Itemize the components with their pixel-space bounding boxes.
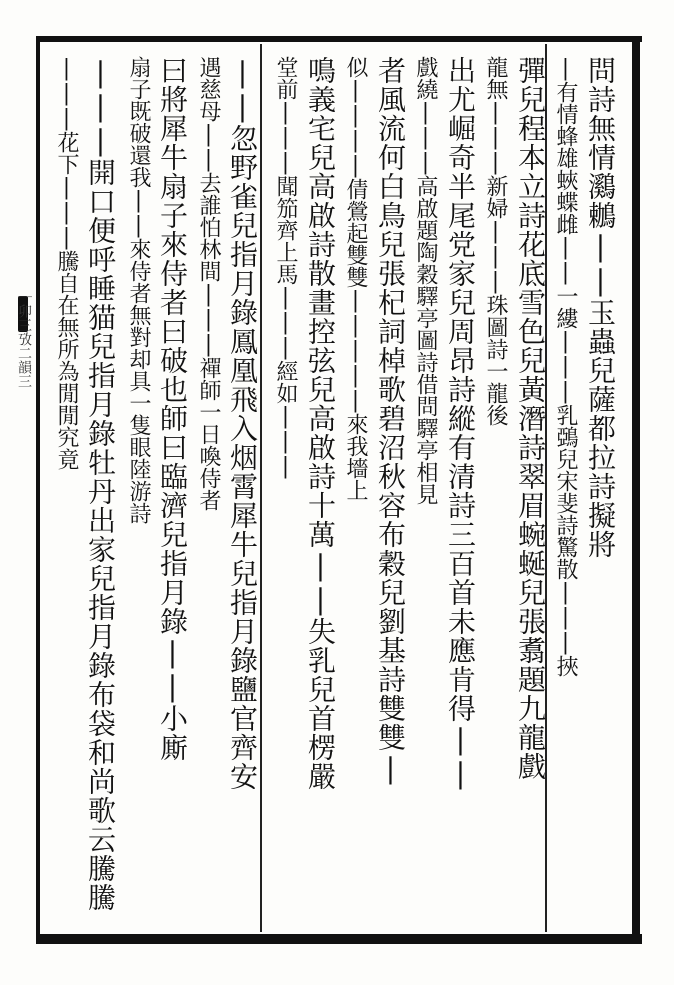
text-column-11: ||忽野雀兒指月錄鳳凰飛入烟霄犀牛兒指月錄鹽官齊安 [226, 56, 259, 791]
text-column-3: 彈兒程本立詩花底雪色兒黃潛詩翠眉蜿蜒兒張翥題九龍戲 [514, 56, 547, 781]
text-column-2: |有情蜂雄蛺蝶雌||一縷|||乳鵶兒宋斐詩驚散|||挾 [553, 56, 578, 677]
text-column-5: 出尤崛奇半尾党家兒周昂詩縱有清詩三百首未應肯得|| [444, 56, 477, 791]
text-column-7: 者風流何白鳥兒張杞詞棹歌碧沼秋容布穀兒劉基詩雙雙| [374, 56, 407, 786]
text-column-14: 扇子既破還我||來侍者無對却具一隻眼陸游詩 [126, 56, 151, 524]
bottom-border [36, 934, 642, 944]
text-column-1: 問詩無情鸂鶒||玉蟲兒薩都拉詩擬將 [584, 56, 617, 559]
gutter-label: ｜卯三攷二韻三 [16, 290, 32, 388]
text-column-4: 龍無|||新婦|||珠圖詩一龍後 [483, 56, 508, 426]
text-column-8: 似||||倩鶯起雙雙|||||來我墻上 [343, 56, 368, 501]
top-border [36, 36, 642, 42]
left-border [36, 36, 40, 944]
text-column-15: |||開口便呼睡猫兒指月錄牡丹出家兒指月錄布袋和尚歌云騰騰 [84, 56, 117, 912]
text-column-13: 曰將犀牛扇子來侍者曰破也師曰臨濟兒指月錄||小廝 [156, 56, 189, 762]
text-column-10: 堂前|||聞笳齊上馬|||經如||| [273, 56, 298, 479]
text-column-6: 戲繞|||高啟題陶穀驛亭圖詩借問驛亭相見 [413, 56, 438, 505]
right-border [632, 36, 640, 944]
text-column-16: |||花下|||騰自在無所為閒閒究竟 [54, 56, 79, 470]
text-column-9: 鳴義宅兒高啟詩散畫控弦兒高啟詩十萬||失乳兒首楞嚴 [304, 56, 337, 791]
text-column-12: 遇慈母||去誰怕林間|||禪師一日喚侍者 [196, 56, 221, 511]
